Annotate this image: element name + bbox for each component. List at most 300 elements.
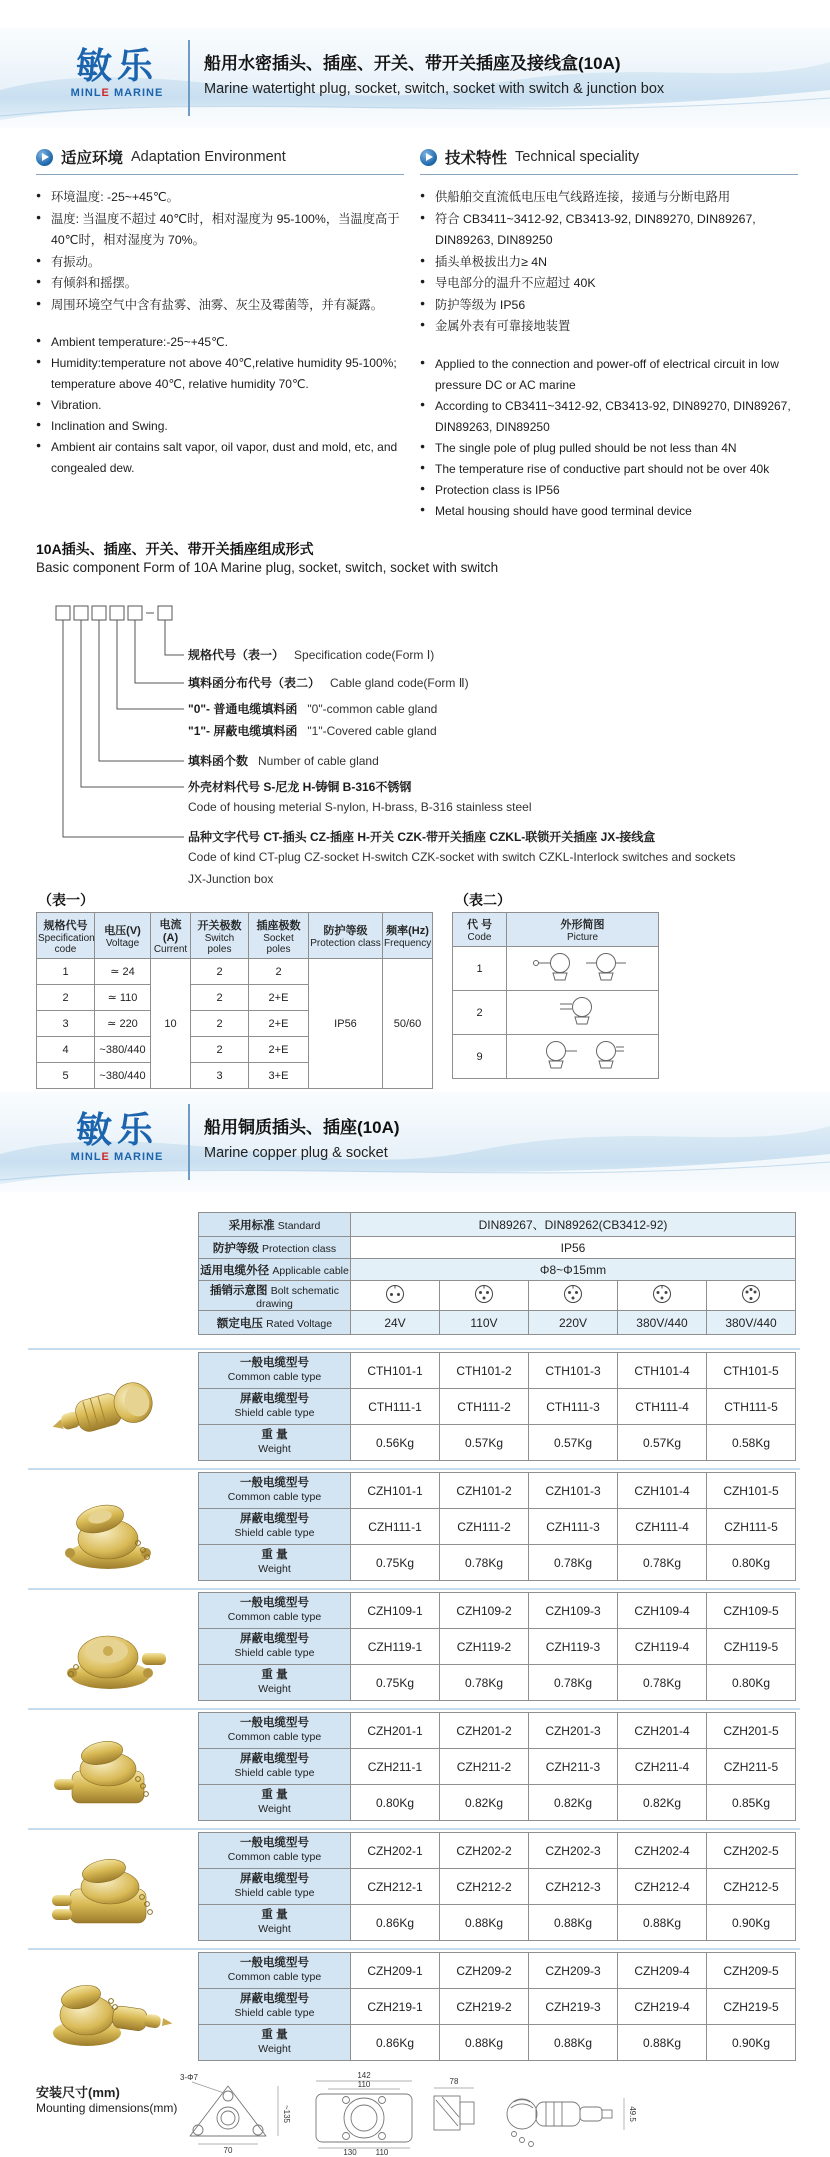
weight-cell: 0.75Kg [351, 1665, 440, 1701]
model-cell: CZH212-1 [351, 1869, 440, 1905]
product-group [0, 1348, 830, 1466]
dim-label: 78 [449, 2077, 459, 2086]
model-cell: CZH211-5 [707, 1749, 796, 1785]
bolt-diagram-cell [351, 1281, 440, 1311]
pin-2pe-icon [473, 1283, 495, 1305]
logo-e: E [101, 1151, 110, 1164]
weight-cell: 0.58Kg [707, 1425, 796, 1461]
model-cell: CZH119-3 [529, 1629, 618, 1665]
bullet-item: ● 符合 CB3411~3412-92, CB3413-92, DIN89270, DIN89267, DIN89263, DIN89250 [420, 209, 798, 252]
dim-label: 70 [223, 2146, 233, 2155]
voltage-cell: 110V [440, 1311, 529, 1335]
label-en: "1"-Covered cable gland [307, 724, 437, 738]
bullet-item: ● Humidity:temperature not above 40℃,relative humidity 95-100%; temperature above 40℃, relative humidity 70℃. [36, 353, 404, 395]
label-cn: 屏蔽电缆型号 [240, 1632, 309, 1645]
model-cell: CTH101-2 [440, 1353, 529, 1389]
voltage-cell: ~380/440 [95, 1037, 151, 1063]
diagram-label-kind-cn [188, 828, 665, 845]
common-type-label [199, 1593, 351, 1629]
plug-photo [38, 1356, 183, 1462]
standard-value: DIN89267、DIN89262(CB3412-92) [351, 1213, 796, 1237]
table-row [199, 1665, 796, 1701]
dim-label: 3-Φ7 [180, 2073, 198, 2082]
model-cell: CZH119-5 [707, 1629, 796, 1665]
label-cn: 防护等级 [212, 1242, 259, 1255]
label-cn: 插销示意图 [210, 1284, 268, 1297]
label-en: Code of kind CT-plug CZ-socket H-switch CZK-socket with switch CZKL-Interlock switches and sockets [188, 850, 736, 864]
label-cn: 一般电缆型号 [240, 1596, 309, 1609]
bullet-item: ● Metal housing should have good terminal device [420, 501, 798, 522]
model-cell: CTH111-5 [707, 1389, 796, 1425]
code-cell: 1 [453, 947, 507, 991]
diagram-label-kind-en2 [188, 872, 273, 886]
group-divider [28, 1468, 800, 1470]
label-cn: 额定电压 [216, 1317, 263, 1330]
model-cell: CZH209-4 [618, 1953, 707, 1989]
label-cn: 适用电缆外径 [200, 1264, 270, 1277]
diagram-label-spec-code [188, 646, 434, 663]
model-cell: CZH201-2 [440, 1713, 529, 1749]
page-header-band [0, 28, 830, 128]
socket-gland-photo [38, 1836, 183, 1942]
spec-code-cell: 5 [37, 1063, 95, 1089]
common-type-label [199, 1473, 351, 1509]
model-cell: CZH209-1 [351, 1953, 440, 1989]
bolt-diagram-cell [440, 1281, 529, 1311]
dim-label: 142 [357, 2071, 371, 2080]
group-divider [28, 1708, 800, 1710]
header-en: Specification code [38, 932, 95, 955]
technical-heading-cn: 技术特性 [445, 150, 508, 167]
cable-label [199, 1259, 351, 1281]
label-en: Weight [258, 1923, 291, 1936]
socket-with-plug-photo [38, 1956, 183, 2062]
label-cn: 规格代号（表一） [188, 648, 285, 662]
model-cell: CZH212-5 [707, 1869, 796, 1905]
weight-cell: 0.88Kg [440, 2025, 529, 2061]
logo-e: E [101, 87, 110, 100]
model-cell: CZH212-3 [529, 1869, 618, 1905]
label-en: Shield cable type [234, 1767, 315, 1780]
model-cell: CZH202-5 [707, 1833, 796, 1869]
bullet-item: ● The single pole of plug pulled should be not less than 4N [420, 438, 798, 459]
label-cn: 屏蔽电缆型号 [240, 1752, 309, 1765]
weight-label [199, 1905, 351, 1941]
logo-chinese: 敏乐 [75, 45, 158, 86]
header-en: Socket poles [263, 932, 294, 955]
header-cn: 防护等级 [323, 925, 368, 937]
label-cn: 一般电缆型号 [240, 1716, 309, 1729]
standard-label [199, 1213, 351, 1237]
switch-poles-cell: 2 [191, 1037, 249, 1063]
model-cell: CZH119-2 [440, 1629, 529, 1665]
adaptation-list-en [36, 332, 404, 479]
model-cell: CZH101-4 [618, 1473, 707, 1509]
label-cn: 外壳材料代号 S-尼龙 H-铸铜 B-316不锈钢 [188, 780, 412, 794]
mounting-plug-drawing [507, 2098, 637, 2147]
label-cn: 重 量 [261, 1428, 288, 1441]
page-title-cn: 船用水密插头、插座、开关、带开关插座及接线盒(10A) [204, 54, 621, 73]
pin-2p-icon [384, 1283, 406, 1305]
section-title-en: Marine copper plug & socket [204, 1144, 388, 1161]
label-cn: 重 量 [261, 1788, 288, 1801]
label-en: JX-Junction box [188, 872, 274, 886]
label-en: Code of housing meterial S-nylon, H-brass, B-316 stainless steel [188, 800, 532, 814]
model-cell: CTH111-3 [529, 1389, 618, 1425]
label-en: Common cable type [227, 1491, 322, 1504]
component-form-title-cn: 10A插头、插座、开关、带开关插座组成形式 [36, 541, 314, 557]
group-divider [28, 1948, 800, 1950]
table-row [199, 1989, 796, 2025]
model-cell: CZH119-4 [618, 1629, 707, 1665]
dim-label: 49.5 [628, 2106, 637, 2122]
model-cell: CZH202-4 [618, 1833, 707, 1869]
weight-cell: 0.90Kg [707, 1905, 796, 1941]
label-en: Protection class [262, 1242, 337, 1255]
weight-label [199, 1785, 351, 1821]
weight-cell: 0.75Kg [351, 1545, 440, 1581]
weight-cell: 0.90Kg [707, 2025, 796, 2061]
diagram-label-gland-1 [188, 722, 437, 739]
dim-label: 110 [357, 2080, 371, 2089]
form1-caption: （表一） [38, 892, 94, 908]
weight-label [199, 1425, 351, 1461]
bullet-item: ● 供船舶交直流低电压电气线路连接，接通与分断电路用 [420, 187, 798, 209]
product-group [0, 1708, 830, 1826]
model-cell: CZH109-5 [707, 1593, 796, 1629]
model-cell: CZH101-5 [707, 1473, 796, 1509]
weight-cell: 0.80Kg [351, 1785, 440, 1821]
label-en: Standard [277, 1219, 321, 1232]
table-row [199, 1311, 796, 1335]
label-en: Shield cable type [234, 1407, 315, 1420]
label-en: Weight [258, 2043, 291, 2056]
model-cell: CTH101-3 [529, 1353, 618, 1389]
bullet-item: ● 有振动。 [36, 252, 404, 274]
header-cn: 代 号 [466, 919, 493, 931]
model-cell: CZH109-4 [618, 1593, 707, 1629]
switch-poles-cell: 2 [191, 1011, 249, 1037]
gland-layout-9-icon [518, 1035, 648, 1075]
spec-code-cell: 4 [37, 1037, 95, 1063]
model-cell: CZH212-4 [618, 1869, 707, 1905]
weight-cell: 0.78Kg [618, 1665, 707, 1701]
header-cn: 电压(V) [104, 925, 141, 937]
header-cn: 外形简图 [560, 919, 605, 931]
model-cell: CZH101-3 [529, 1473, 618, 1509]
table-row [199, 1281, 796, 1311]
group-divider [28, 1348, 800, 1350]
label-en: Shield cable type [234, 2007, 315, 2020]
adaptation-heading-cn: 适应环境 [61, 150, 124, 167]
section-header-band [0, 1092, 830, 1192]
weight-cell: 0.57Kg [529, 1425, 618, 1461]
mounting-title-en: Mounting dimensions(mm) [36, 2101, 178, 2115]
voltage-cell: 380V/440 [618, 1311, 707, 1335]
model-cell: CZH219-4 [618, 1989, 707, 2025]
technical-list-cn [420, 187, 798, 338]
socket-photo [38, 1596, 183, 1702]
voltage-cell: ≃ 110 [95, 985, 151, 1011]
model-cell: CZH111-5 [707, 1509, 796, 1545]
socket-poles-cell: 3+E [249, 1063, 309, 1089]
label-cn: 屏蔽电缆型号 [240, 1392, 309, 1405]
model-cell: CTH101-5 [707, 1353, 796, 1389]
bullet-item: ● 防护等级为 IP56 [420, 295, 798, 317]
weight-cell: 0.88Kg [529, 1905, 618, 1941]
bolt-diagram-cell [618, 1281, 707, 1311]
model-cell: CZH109-1 [351, 1593, 440, 1629]
shield-type-label [199, 1509, 351, 1545]
company-logo [52, 1108, 182, 1163]
common-type-label [199, 1353, 351, 1389]
label-en: Rated Voltage [266, 1317, 333, 1330]
picture-cell [507, 947, 659, 991]
form1-header [95, 913, 151, 959]
bullet-item: ● Vibration. [36, 395, 404, 416]
logo-marine: MARINE [113, 87, 164, 100]
model-cell: CZH212-2 [440, 1869, 529, 1905]
header-cn: 规格代号 [43, 919, 88, 932]
weight-label [199, 1665, 351, 1701]
weight-cell: 0.86Kg [351, 1905, 440, 1941]
model-cell: CZH219-1 [351, 1989, 440, 2025]
product-group [0, 1828, 830, 1946]
bullet-item: ● 有倾斜和摇摆。 [36, 273, 404, 295]
socket-poles-cell: 2+E [249, 1011, 309, 1037]
voltage-cell: ≃ 24 [95, 959, 151, 985]
adaptation-list-cn [36, 187, 404, 316]
gland-layout-1-icon [518, 947, 648, 987]
header-en: Switch poles [204, 932, 235, 955]
product-table [198, 1832, 796, 1941]
form1-header [191, 913, 249, 959]
table-row [199, 1833, 796, 1869]
table-row [199, 2025, 796, 2061]
weight-cell: 0.88Kg [618, 2025, 707, 2061]
table-row [453, 991, 659, 1035]
adaptation-heading-en: Adaptation Environment [131, 149, 286, 165]
model-cell: CZH211-4 [618, 1749, 707, 1785]
voltage-cell: ≃ 220 [95, 1011, 151, 1037]
company-logo [52, 44, 182, 99]
label-cn: "0"- 普通电缆填料函 [188, 702, 298, 716]
bullet-item: ● 温度: 当温度不超过 40℃时，相对湿度为 95-100%，当温度高于 40℃时，相对湿度为 70%。 [36, 209, 404, 252]
logo-english [52, 1151, 182, 1163]
weight-cell: 0.86Kg [351, 2025, 440, 2061]
label-en: Common cable type [227, 1371, 322, 1384]
socket-poles-cell: 2+E [249, 985, 309, 1011]
switch-poles-cell: 2 [191, 959, 249, 985]
label-cn: 屏蔽电缆型号 [240, 1992, 309, 2005]
label-cn: 一般电缆型号 [240, 1956, 309, 1969]
diagram-label-kind-en [188, 850, 736, 864]
bullet-item: ● The temperature rise of conductive part should not be over 40k [420, 459, 798, 480]
protection-cell: IP56 [309, 959, 383, 1089]
model-cell: CZH201-4 [618, 1713, 707, 1749]
picture-cell [507, 1035, 659, 1079]
table-row [199, 1389, 796, 1425]
label-en: Common cable type [227, 1851, 322, 1864]
product-table [198, 1592, 796, 1701]
table-row [199, 1237, 796, 1259]
form2-header [507, 913, 659, 947]
common-type-label [199, 1713, 351, 1749]
shield-type-label [199, 1629, 351, 1665]
label-en: Bolt schematic drawing [256, 1284, 339, 1310]
weight-cell: 0.80Kg [707, 1665, 796, 1701]
logo-minl: MINL [70, 1151, 102, 1164]
common-type-label [199, 1953, 351, 1989]
group-divider [28, 1588, 800, 1590]
component-form-title-en: Basic component Form of 10A Marine plug, socket, switch, socket with switch [36, 560, 499, 576]
header-cn: 电流(A) [159, 919, 182, 944]
label-en: Applicable cable [272, 1264, 349, 1277]
voltage-cell: 24V [351, 1311, 440, 1335]
table-row [199, 1629, 796, 1665]
code-structure-diagram [36, 598, 796, 898]
pin-2pe-icon [651, 1283, 673, 1305]
label-en: Number of cable gland [258, 754, 379, 768]
section-bullet-icon [36, 149, 53, 166]
bullet-item: ● Applied to the connection and power-off of electrical circuit in low pressure DC or AC marine [420, 354, 798, 396]
form1-header [309, 913, 383, 959]
bullet-item: ● Ambient temperature:-25~+45℃. [36, 332, 404, 353]
table-row [453, 1035, 659, 1079]
label-en: Weight [258, 1443, 291, 1456]
label-en: Cable gland code(Form Ⅱ) [330, 676, 469, 690]
dim-label: 110 [375, 2148, 389, 2156]
model-cell: CZH202-2 [440, 1833, 529, 1869]
table-row [199, 1353, 796, 1389]
model-cell: CTH111-1 [351, 1389, 440, 1425]
form2-table [452, 912, 659, 1079]
table-row [199, 1425, 796, 1461]
frequency-cell: 50/60 [383, 959, 433, 1089]
model-cell: CTH111-4 [618, 1389, 707, 1425]
product-table [198, 1952, 796, 2061]
form2-caption: （表二） [455, 892, 511, 908]
technical-heading [420, 146, 798, 175]
pin-2pe-icon [562, 1283, 584, 1305]
logo-marine: MARINE [113, 1151, 164, 1164]
bullet-item: ● According to CB3411~3412-92, CB3413-92, DIN89270, DIN89267, DIN89263, DIN89250 [420, 396, 798, 438]
label-cn: 一般电缆型号 [240, 1356, 309, 1369]
header-cn: 插座极数 [256, 919, 301, 932]
label-cn: 重 量 [261, 1668, 288, 1681]
model-cell: CZH209-2 [440, 1953, 529, 1989]
socket-poles-cell: 2+E [249, 1037, 309, 1063]
table-row [199, 1593, 796, 1629]
table-row [199, 1869, 796, 1905]
mounting-title-cn: 安装尺寸(mm) [36, 2085, 120, 2100]
model-cell: CZH201-1 [351, 1713, 440, 1749]
product-group [0, 1468, 830, 1586]
model-cell: CZH111-1 [351, 1509, 440, 1545]
table-row [37, 959, 433, 985]
label-en: Shield cable type [234, 1647, 315, 1660]
weight-cell: 0.78Kg [618, 1545, 707, 1581]
label-en: Specification code(Form Ⅰ) [294, 648, 435, 662]
bullet-item: ● 周围环境空气中含有盐雾、油雾、灰尘及霉菌等，并有凝露。 [36, 295, 404, 317]
switch-poles-cell: 2 [191, 985, 249, 1011]
label-en: Weight [258, 1563, 291, 1576]
form1-table [36, 912, 433, 1089]
form1-header [151, 913, 191, 959]
model-cell: CZH219-5 [707, 1989, 796, 2025]
socket-gland-photo [38, 1716, 183, 1822]
header-cn: 频率(Hz) [386, 925, 429, 937]
weight-cell: 0.82Kg [618, 1785, 707, 1821]
header-divider [188, 1104, 190, 1180]
model-cell: CZH201-5 [707, 1713, 796, 1749]
mounting-drawings [178, 2070, 808, 2156]
table-row [199, 1785, 796, 1821]
weight-cell: 0.82Kg [440, 1785, 529, 1821]
bolt-label [199, 1281, 351, 1311]
model-cell: CZH209-5 [707, 1953, 796, 1989]
socket-photo [38, 1476, 183, 1582]
label-en: Weight [258, 1803, 291, 1816]
table-row [199, 1509, 796, 1545]
diagram-label-housing-cn [188, 778, 421, 795]
weight-cell: 0.57Kg [618, 1425, 707, 1461]
common-type-label [199, 1833, 351, 1869]
weight-cell: 0.88Kg [440, 1905, 529, 1941]
form1-header [37, 913, 95, 959]
table-row [199, 1713, 796, 1749]
bullet-item: ● Inclination and Swing. [36, 416, 404, 437]
technical-section [420, 146, 798, 522]
label-cn: 重 量 [261, 1548, 288, 1561]
rated-voltage-label [199, 1311, 351, 1335]
switch-poles-cell: 3 [191, 1063, 249, 1089]
weight-cell: 0.85Kg [707, 1785, 796, 1821]
label-cn: 填料函个数 [188, 754, 249, 768]
table-row [199, 1473, 796, 1509]
label-cn: 屏蔽电缆型号 [240, 1512, 309, 1525]
weight-cell: 0.80Kg [707, 1545, 796, 1581]
model-cell: CZH219-2 [440, 1989, 529, 2025]
bullet-item: ● 插头单极拔出力≥ 4N [420, 252, 798, 274]
protection-value: IP56 [351, 1237, 796, 1259]
code-cell: 9 [453, 1035, 507, 1079]
table-row [199, 1259, 796, 1281]
label-cn: 重 量 [261, 1908, 288, 1921]
table-row [199, 1953, 796, 1989]
weight-cell: 0.78Kg [440, 1665, 529, 1701]
logo-english [52, 87, 182, 99]
model-cell: CZH101-1 [351, 1473, 440, 1509]
model-cell: CZH202-3 [529, 1833, 618, 1869]
adaptation-section [36, 146, 404, 479]
model-cell: CTH101-4 [618, 1353, 707, 1389]
picture-cell [507, 991, 659, 1035]
header-en: Protection class [310, 938, 381, 949]
current-cell: 10 [151, 959, 191, 1089]
weight-cell: 0.78Kg [529, 1665, 618, 1701]
label-en: Common cable type [227, 1611, 322, 1624]
diagram-label-gland-number [188, 752, 379, 769]
technical-list-en [420, 354, 798, 522]
model-cell: CZH219-3 [529, 1989, 618, 2025]
product-group [0, 1948, 830, 2066]
header-cn: 开关极数 [197, 919, 242, 932]
label-en: Common cable type [227, 1731, 322, 1744]
bolt-diagram-cell [707, 1281, 796, 1311]
table-row [199, 1905, 796, 1941]
voltage-cell: 380V/440 [707, 1311, 796, 1335]
